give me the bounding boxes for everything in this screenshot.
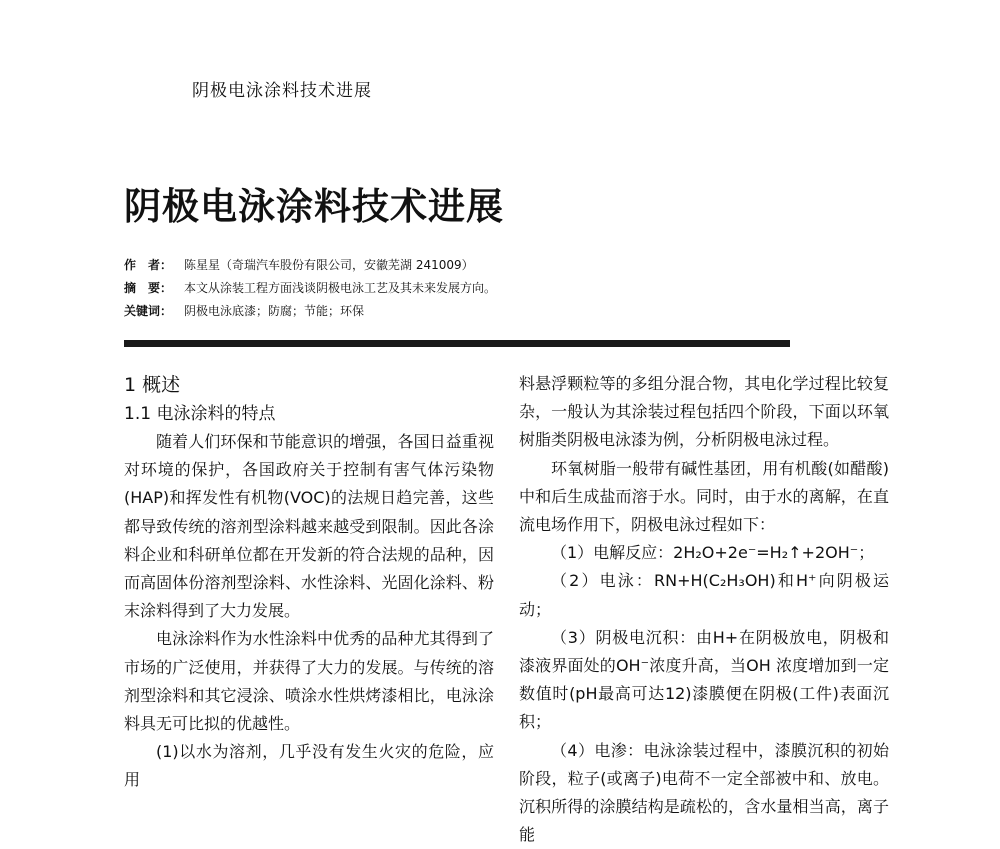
subsection-heading: 1.1 电泳涂料的特点: [124, 404, 276, 424]
abstract-line: [124, 279, 496, 296]
paragraph: (1)以水为溶剂，几乎没有发生火灾的危险，应用: [124, 742, 494, 790]
right-column: [519, 370, 889, 849]
author-line: [124, 256, 474, 273]
abstract-label: 摘 要：: [124, 281, 173, 295]
author-label: 作 者：: [124, 258, 173, 272]
keywords-text: 阴极电泳底漆；防腐；节能；环保: [184, 304, 365, 318]
section-heading: 1 概述: [124, 374, 181, 396]
list-item: （4）电渗：电泳涂装过程中，漆膜沉积的初始阶段，粒子(或离子)电荷不一定全部被中和、放电。沉积所得的涂膜结构是疏松的，含水量相当高，离子能: [519, 740, 889, 845]
paragraph: 随着人们环保和节能意识的增强，各国日益重视对环境的保护，各国政府关于控制有害气体污染物(HAP)和挥发性有机物(VOC)的法规日趋完善，这些都导致传统的溶剂型涂料越来越受到限制。因此各涂料企业和科研单位都在开发新的符合法规的品种，因而高固体份溶剂型涂料、水性涂料、光固化涂料、粉末涂料得到了大力发展。: [124, 432, 494, 621]
left-column: [124, 370, 494, 795]
abstract-text: 本文从涂装工程方面浅谈阴极电泳工艺及其未来发展方向。: [184, 281, 497, 295]
list-item: （1）电解反应：2H₂O+2e⁻=H₂↑+2OH⁻；: [551, 543, 875, 563]
list-item: （2）电泳：RN+H(C₂H₃OH)和H⁺向阴极运动；: [519, 571, 889, 619]
article-title: 阴极电泳涂料技术进展: [124, 185, 504, 228]
author-text: 陈星星（奇瑞汽车股份有限公司，安徽芜湖 241009）: [184, 258, 474, 272]
list-item: （3）阴极电沉积：由H+在阴极放电，阴极和漆液界面处的OH⁻浓度升高，当OH 浓度增加到一定数值时(pH最高可达12)漆膜便在阴极(工件)表面沉积；: [519, 627, 889, 732]
paragraph: 电泳涂料作为水性涂料中优秀的品种尤其得到了市场的广泛使用，并获得了大力的发展。与传统的溶剂型涂料和其它浸涂、喷涂水性烘烤漆相比，电泳涂料具无可比拟的优越性。: [124, 629, 494, 734]
keywords-label: 关键词：: [124, 304, 173, 318]
continuation-paragraph: 料悬浮颗粒等的多组分混合物，其电化学过程比较复杂，一般认为其涂装过程包括四个阶段，下面以环氧树脂类阴极电泳漆为例，分析阴极电泳过程。: [519, 374, 889, 450]
keywords-line: [124, 302, 364, 319]
running-header: 阴极电泳涂料技术进展: [192, 81, 372, 101]
paragraph: 环氧树脂一般带有碱性基团，用有机酸(如醋酸)中和后生成盐而溶于水。同时，由于水的离解，在直流电场作用下，阴极电泳过程如下：: [519, 458, 889, 535]
separator-rule: [124, 340, 790, 347]
